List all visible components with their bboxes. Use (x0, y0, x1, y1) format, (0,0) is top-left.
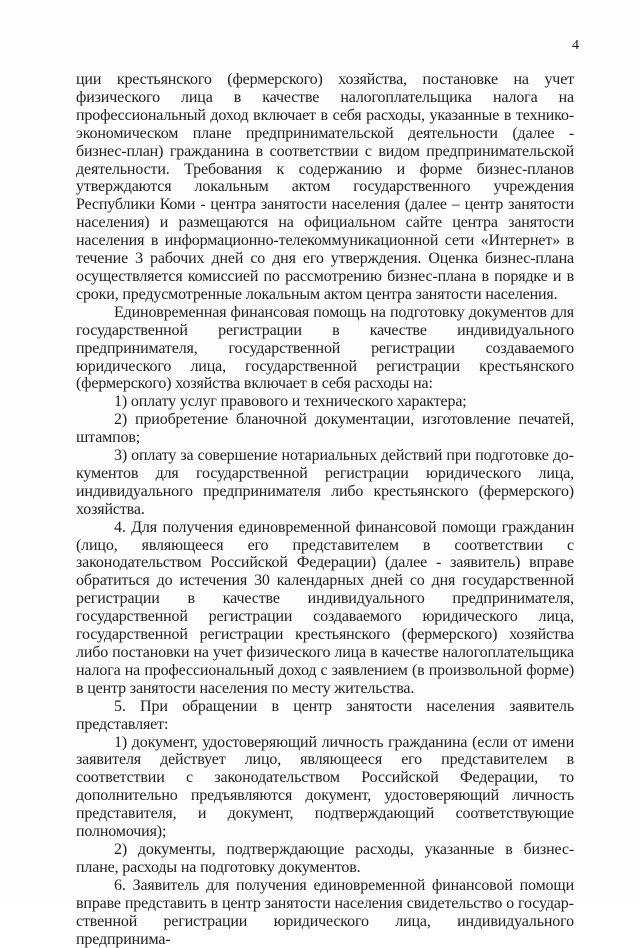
paragraph-continuation: ции крестьянского (фермерского) хозяйства, постановке на учет физического лица в качестве налогоплательщика налога на профессиональный доход включает в себя расходы, указанные в технико-экономическом плане предпринимательской деятельности (далее - бизнес-план) гражданина в соответствии с видом предпринимательской деятельности. Требования к содержанию и форме бизнес-планов утверждаются локальным актом государственного учреждения Республики Коми - центра занятости населения (далее – центр занятости населения) и размещаются на официальном сайте центра занятости населения в информационно-телекоммуникационной сети «Интернет» в течение 3 рабочих дней со дня его утверждения. Оценка бизнес-плана осуществляется комиссией по рассмотрению бизнес-плана в порядке и в сроки, предусмотренные локальным актом центра занятости населения. (76, 71, 574, 303)
list-item-legal-services: 1) оплату услуг правового и технического характера; (114, 393, 467, 411)
page-number: 4 (572, 38, 579, 53)
list-item-identity-document: 1) документ, удостоверяющий личность гражданина (если от имени заявителя действует лицо, являющееся его представителем в соответствии с законодательством Российской Федерации, то дополнительно предъявляются документ, удостоверяющий личность представителя, и документ, подтверждающий соответствующие полномочия); (76, 733, 574, 841)
list-item-expense-documents: 2) документы, подтверждающие расходы, указанные в бизнес-плане, расходы на подготовку документов. (76, 840, 574, 876)
paragraph-item-6: 6. Заявитель для получения единовременной финансовой помощи вправе представить в центр занятости населения свидетельство о государственной регистрации юридического лица, индивидуального предпринима- (76, 876, 574, 948)
list-item-blank-documents: 2) приобретение бланочной документации, изготовление печатей, штампов; (76, 411, 574, 447)
list-item-notary-fees: 3) оплату за совершение нотариальных действий при подготовке документов для государственной регистрации юридического лица, индивидуального предпринимателя либо крестьянского (фермерского) хозяйства. (76, 447, 574, 518)
paragraph-lump-sum-assistance: Единовременная финансовая помощь на подготовку документов для государственной регистрации в качестве индивидуального предпринимателя, государственной регистрации создаваемого юридического лица, государственной регистрации крестьянского (фермерского) хозяйства включает в себя расходы на: (76, 303, 574, 393)
paragraph-item-4: 4. Для получения единовременной финансовой помощи гражданин (лицо, являющееся его представителем в соответствии с законодательством Российской Федерации) (далее - заявитель) вправе обратиться до истечения 30 календарных дней со дня государственной регистрации в качестве индивидуального предпринимателя, государственной регистрации создаваемого юридического лица, государственной регистрации крестьянского (фермерского) хозяйства либо постановки на учет физического лица в качестве налогоплательщика налога на профессиональный доход с заявлением (в произвольной форме) в центр занятости населения по месту жительства. (76, 518, 574, 697)
paragraph-item-5: 5. При обращении в центр занятости населения заявитель представляет: (76, 697, 574, 733)
document-body (76, 71, 574, 948)
